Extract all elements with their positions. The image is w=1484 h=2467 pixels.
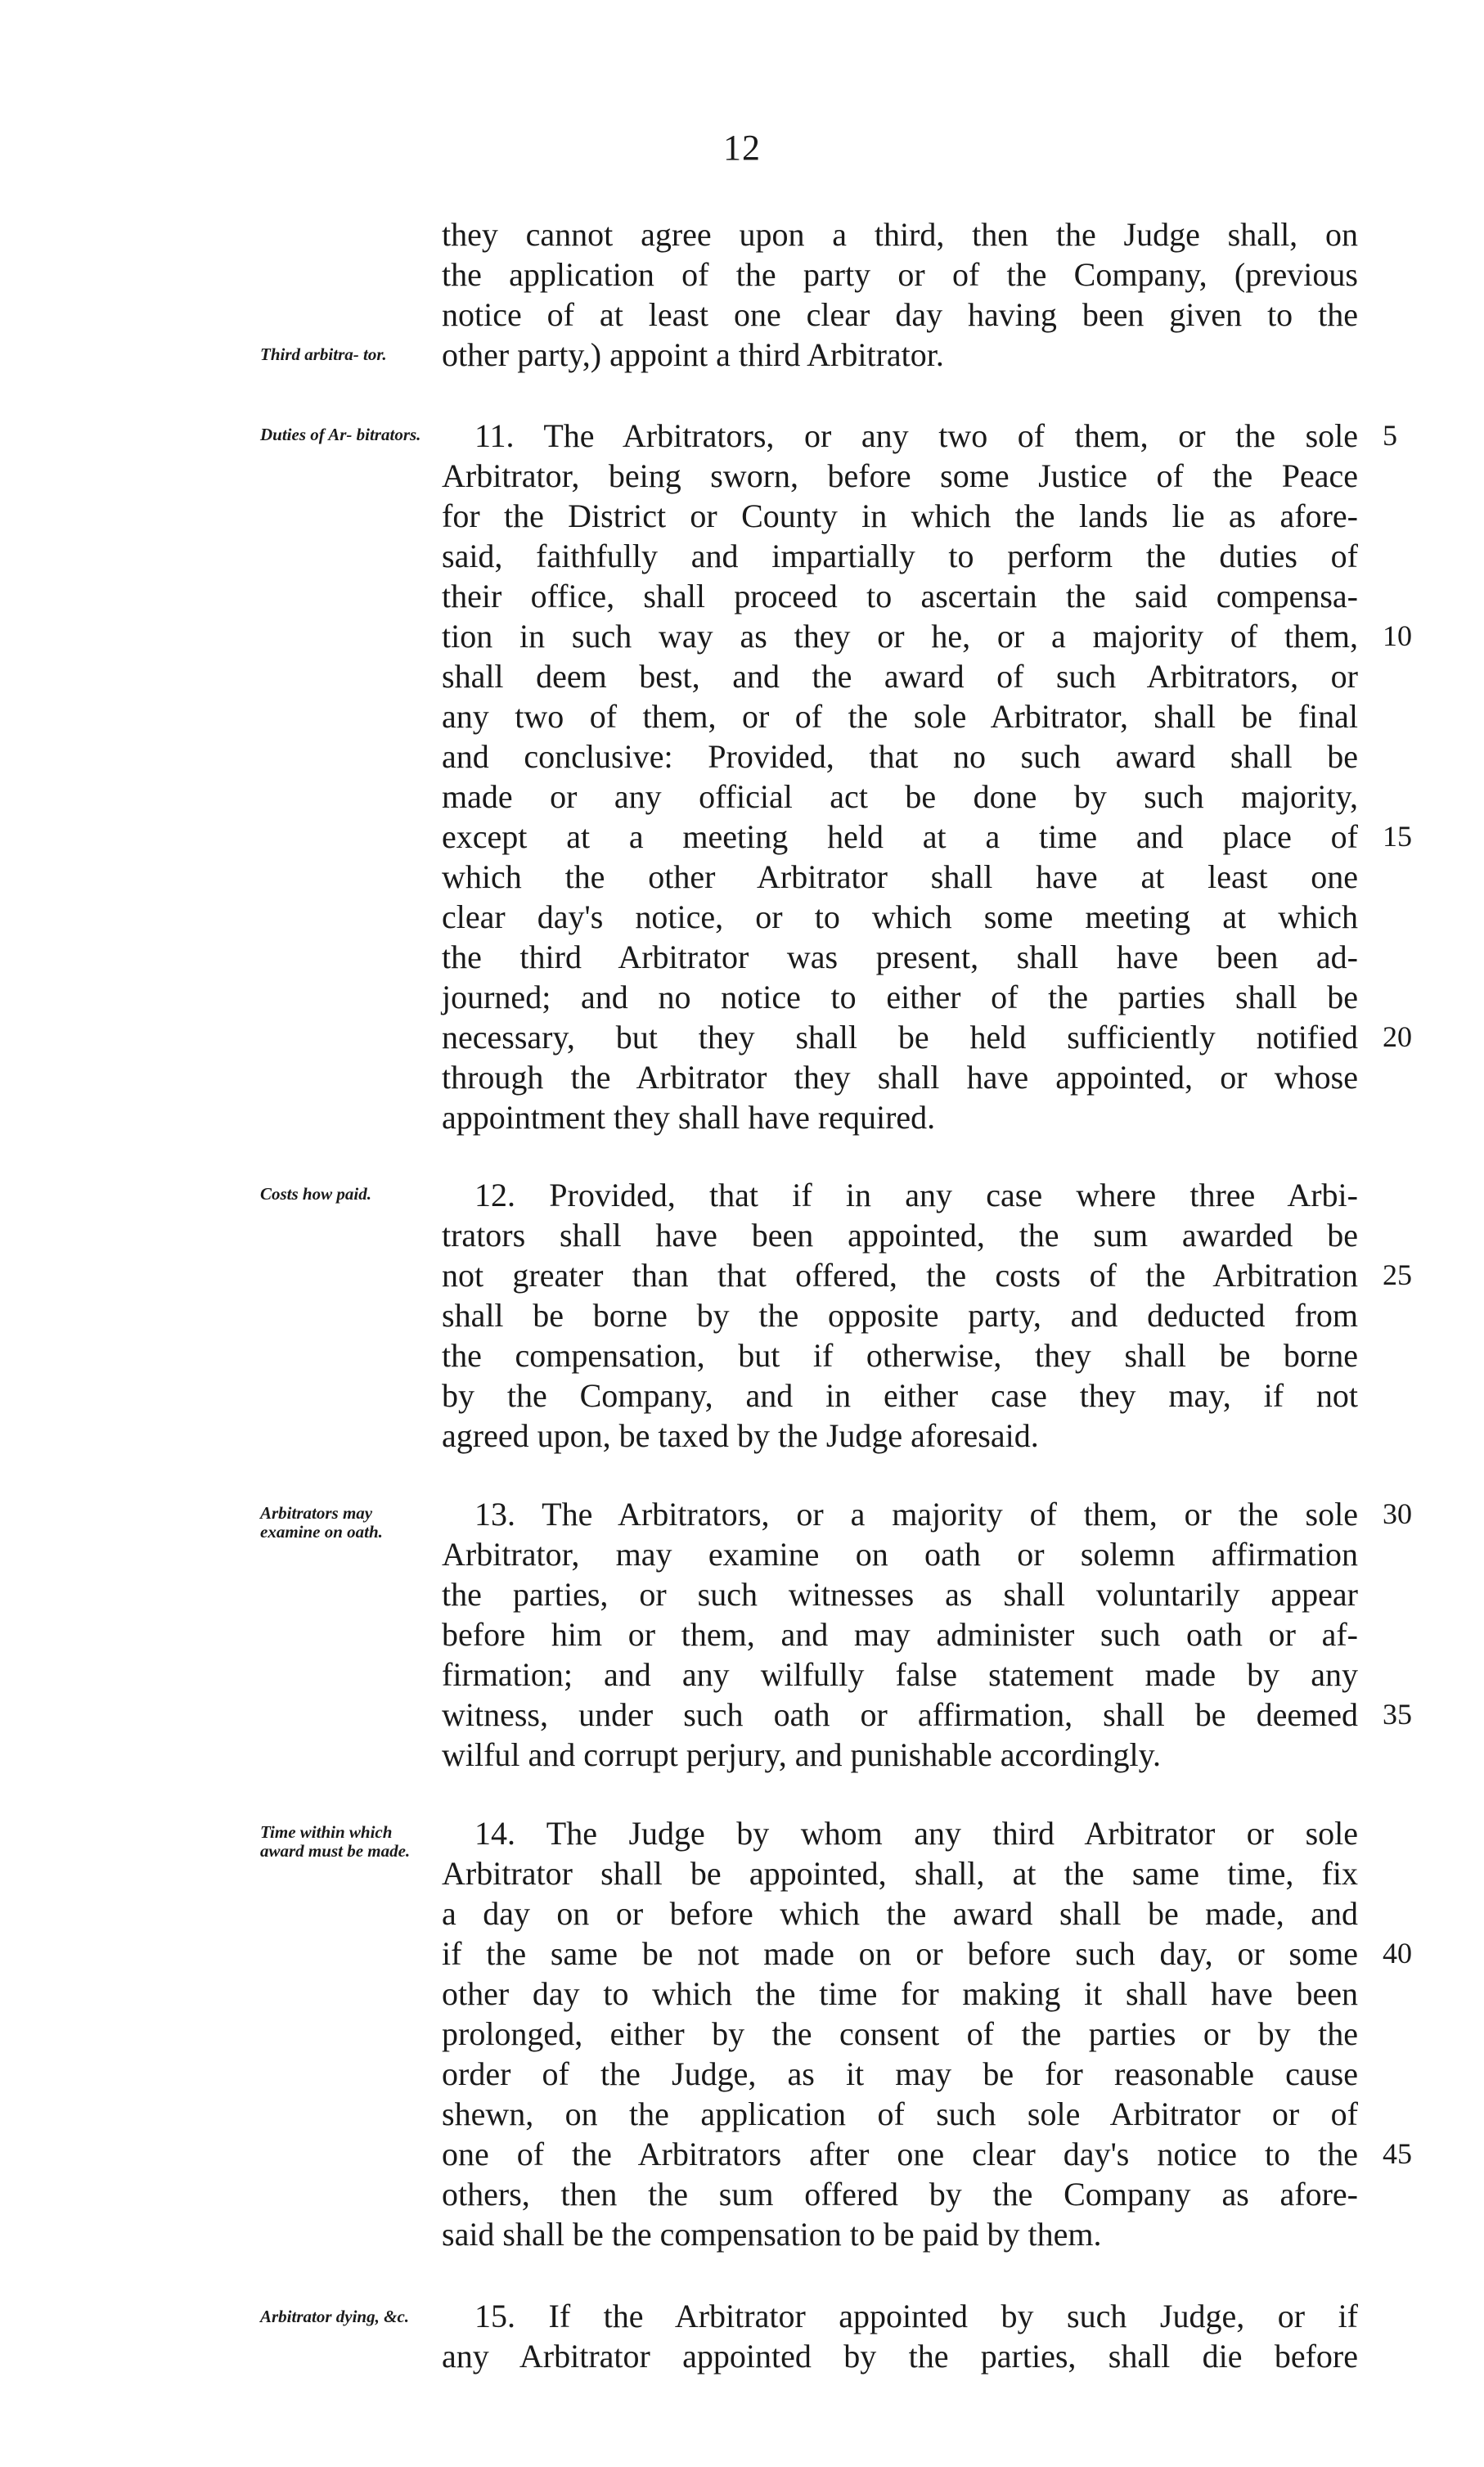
text-line: Arbitrator, may examine on oath or solemn affirmation: [442, 1536, 1358, 1573]
text-line: any two of them, or of the sole Arbitrator, shall be final: [442, 698, 1358, 735]
text-line: clear day's notice, or to which some meeting at which: [442, 898, 1358, 935]
text-line: Arbitrator, being sworn, before some Justice of the Peace: [442, 457, 1358, 494]
line-number: 45: [1383, 2137, 1412, 2170]
text-line: not greater than that offered, the costs of the Arbitration: [442, 1257, 1358, 1294]
text-line: said, faithfully and impartially to perform the duties of: [442, 538, 1358, 574]
text-line: journed; and no notice to either of the parties shall be: [442, 979, 1358, 1015]
text-line: wilful and corrupt perjury, and punishable accordingly.: [442, 1736, 1161, 1773]
text-line: their office, shall proceed to ascertain the said compensa-: [442, 578, 1358, 614]
text-line: Arbitrator shall be appointed, shall, at the same time, fix: [442, 1855, 1358, 1892]
text-line: the compensation, but if otherwise, they shall be borne: [442, 1337, 1358, 1374]
page-number: 12: [723, 128, 761, 168]
text-line: by the Company, and in either case they may, if not: [442, 1377, 1358, 1414]
text-line: said shall be the compensation to be paid by them.: [442, 2216, 1102, 2253]
line-number: 40: [1383, 1937, 1412, 1970]
text-line: trators shall have been appointed, the sum awarded be: [442, 1217, 1358, 1254]
text-line: if the same be not made on or before such day, or some: [442, 1935, 1358, 1972]
text-line: notice of at least one clear day having been given to the: [442, 296, 1358, 333]
text-line: which the other Arbitrator shall have at least one: [442, 858, 1358, 895]
margin-note-third-arbitrator: Third arbitra- tor.: [260, 344, 387, 364]
margin-note-time: Time within which award must be made.: [260, 1822, 411, 1861]
margin-note-examine: Arbitrators may examine on oath.: [260, 1503, 383, 1542]
text-line: for the District or County in which the lands lie as afore-: [442, 497, 1358, 534]
text-line: firmation; and any wilfully false statement made by any: [442, 1656, 1358, 1693]
text-line: other day to which the time for making it shall have been: [442, 1975, 1358, 2012]
text-line: any Arbitrator appointed by the parties, shall die before: [442, 2338, 1358, 2375]
margin-note-costs: Costs how paid.: [260, 1184, 371, 1204]
text-line: a day on or before which the award shall be made, and: [442, 1895, 1358, 1932]
text-line: 12. Provided, that if in any case where three Arbi-: [474, 1177, 1358, 1213]
text-line: agreed upon, be taxed by the Judge aforesaid.: [442, 1417, 1039, 1454]
text-line: made or any official act be done by such majority,: [442, 778, 1358, 815]
text-line: necessary, but they shall be held sufficiently notified: [442, 1019, 1358, 1056]
line-number: 20: [1383, 1020, 1412, 1053]
text-line: one of the Arbitrators after one clear day's notice to the: [442, 2136, 1358, 2172]
text-line: 15. If the Arbitrator appointed by such Judge, or if: [474, 2298, 1358, 2334]
line-number: 35: [1383, 1698, 1412, 1731]
text-line: tion in such way as they or he, or a majority of them,: [442, 618, 1358, 655]
text-line: witness, under such oath or affirmation, shall be deemed: [442, 1696, 1358, 1733]
text-line: prolonged, either by the consent of the parties or by the: [442, 2015, 1358, 2052]
text-line: through the Arbitrator they shall have appointed, or whose: [442, 1059, 1358, 1096]
text-line: other party,) appoint a third Arbitrator.: [442, 336, 944, 373]
text-line: the application of the party or of the Company, (previous: [442, 256, 1358, 293]
line-number: 10: [1383, 619, 1412, 652]
margin-note-dying: Arbitrator dying, &c.: [260, 2307, 410, 2326]
text-line: shall be borne by the opposite party, and deducted from: [442, 1297, 1358, 1334]
line-number: 25: [1383, 1258, 1412, 1291]
text-line: 13. The Arbitrators, or a majority of them, or the sole: [474, 1496, 1358, 1533]
text-line: 11. The Arbitrators, or any two of them, or the sole: [474, 417, 1358, 454]
text-line: shewn, on the application of such sole Arbitrator or of: [442, 2096, 1358, 2132]
text-line: appointment they shall have required.: [442, 1099, 936, 1136]
text-line: the third Arbitrator was present, shall have been ad-: [442, 939, 1358, 975]
text-line: order of the Judge, as it may be for reasonable cause: [442, 2055, 1358, 2092]
text-line: and conclusive: Provided, that no such award shall be: [442, 738, 1358, 775]
text-line: shall deem best, and the award of such Arbitrators, or: [442, 658, 1358, 695]
text-line: the parties, or such witnesses as shall voluntarily appear: [442, 1576, 1358, 1613]
text-line: before him or them, and may administer such oath or af-: [442, 1616, 1358, 1653]
line-number: 5: [1383, 419, 1397, 452]
line-number: 30: [1383, 1497, 1412, 1530]
text-line: except at a meeting held at a time and place of: [442, 818, 1358, 855]
text-line: others, then the sum offered by the Company as afore-: [442, 2176, 1358, 2213]
text-line: they cannot agree upon a third, then the Judge shall, on: [442, 216, 1358, 253]
text-line: 14. The Judge by whom any third Arbitrator or sole: [474, 1815, 1358, 1852]
margin-note-duties: Duties of Ar- bitrators.: [260, 425, 421, 444]
line-number: 15: [1383, 820, 1412, 853]
